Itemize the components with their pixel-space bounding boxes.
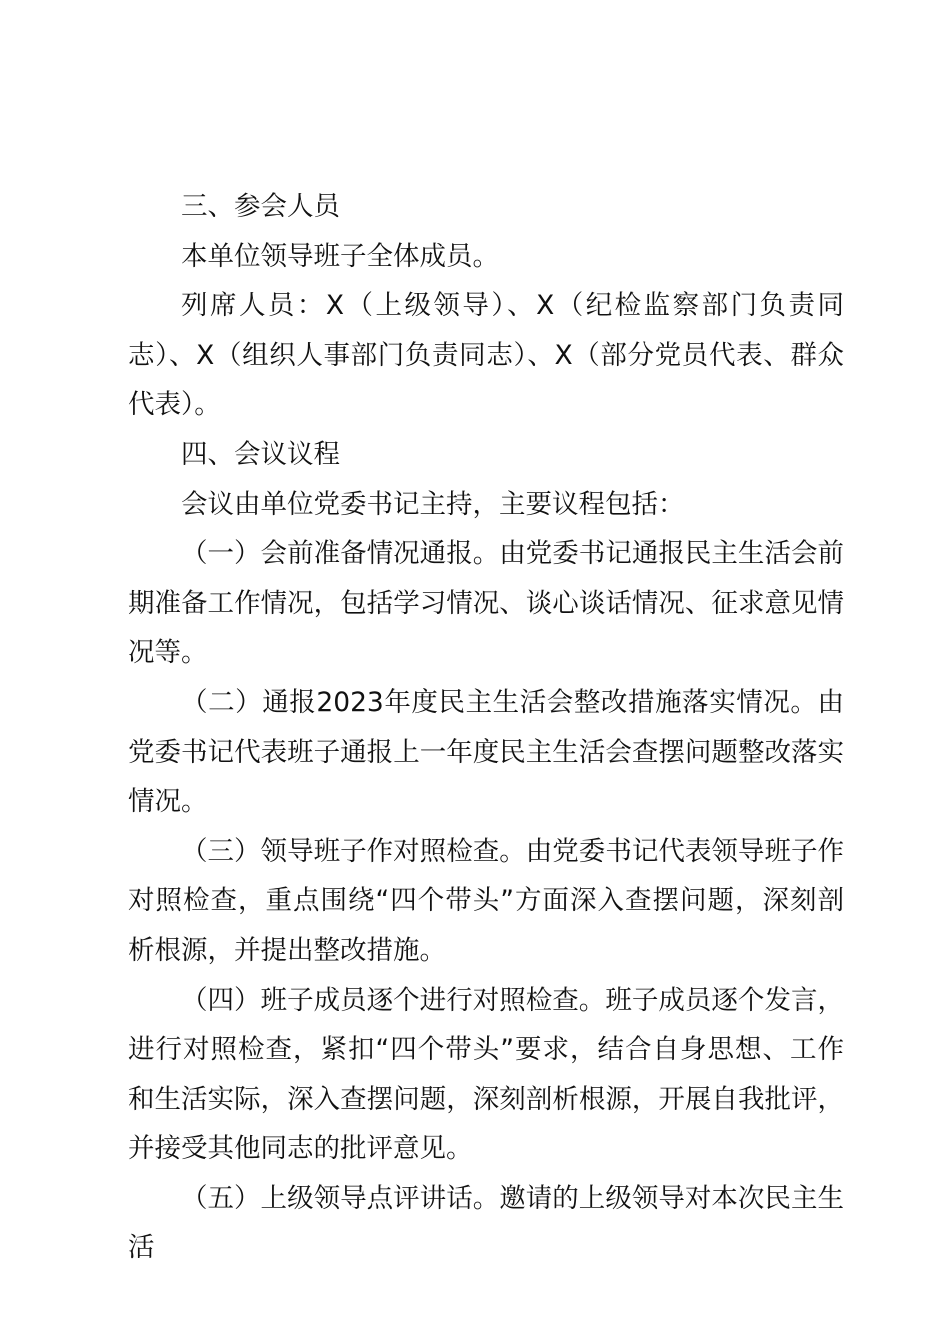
section-heading-agenda: 四、会议议程: [181, 438, 340, 470]
agenda-item-1: （一）会前准备情况通报。由党委书记通报民主生活会前期准备工作情况，包括学习情况、谈心谈话情况、征求意见情况等。: [128, 538, 844, 669]
agenda-item-3: （三）领导班子作对照检查。由党委书记代表领导班子作对照检查，重点围绕“四个带头”方面深入查摆问题，深刻剖析根源，并提出整改措施。: [128, 835, 844, 966]
paragraph-agenda-intro: 会议由单位党委书记主持，主要议程包括：: [181, 488, 685, 520]
agenda-item-5: （五）上级领导点评讲话。邀请的上级领导对本次民主生活: [128, 1182, 844, 1264]
section-heading-attendees: 三、参会人员: [181, 191, 340, 222]
agenda-item-2: （二）通报2023年度民主生活会整改措施落实情况。由党委书记代表班子通报上一年度民主生活会查摆问题整改落实情况。: [128, 686, 844, 818]
paragraph-observers: 列席人员：X（上级领导）、X（纪检监察部门负责同志）、X（组织人事部门负责同志）、X（部分党员代表、群众代表）。: [128, 290, 844, 421]
paragraph-attendees: 本单位领导班子全体成员。: [181, 240, 499, 272]
agenda-item-4: （四）班子成员逐个进行对照检查。班子成员逐个发言，进行对照检查，紧扣“四个带头”要求，结合自身思想、工作和生活实际，深入查摆问题，深刻剖析根源，开展自我批评，并接受其他同志的批评意见。: [128, 984, 844, 1165]
document-body: [128, 182, 844, 1273]
